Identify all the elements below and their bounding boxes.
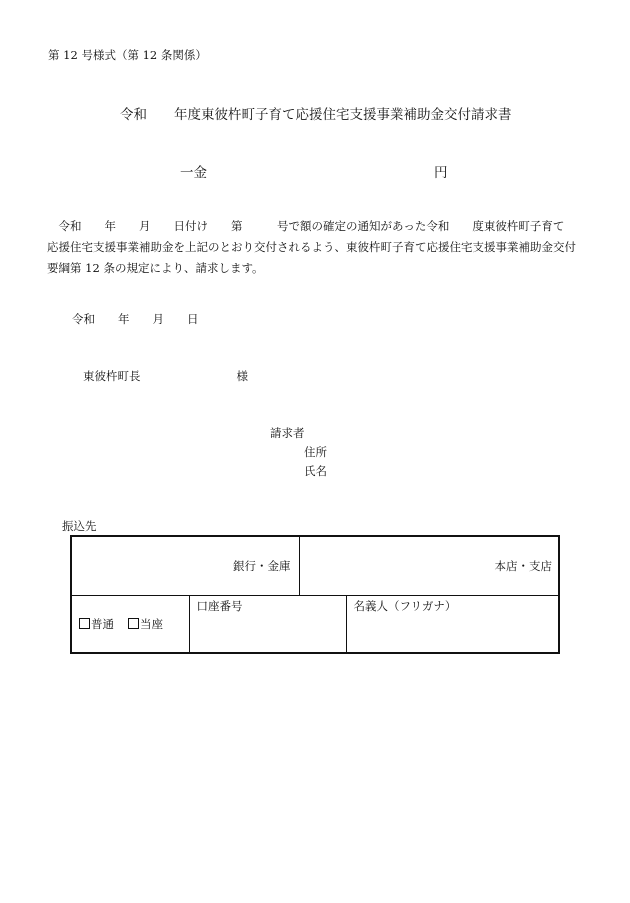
- current-label: 当座: [140, 617, 163, 631]
- account-holder-label: 名義人（フリガナ）: [353, 599, 457, 613]
- request-body-text: [47, 216, 592, 279]
- branch-label: 本店・支店: [494, 559, 552, 573]
- account-number-cell[interactable]: [189, 596, 346, 654]
- amount-prefix: 一金: [180, 165, 207, 181]
- amount-unit: 円: [434, 165, 448, 181]
- addressee: [83, 368, 248, 384]
- bank-label: 銀行・金庫: [233, 559, 291, 573]
- account-type-cell: [71, 596, 189, 654]
- ordinary-label: 普通: [91, 617, 114, 631]
- branch-cell[interactable]: [299, 536, 559, 596]
- account-number-label: 口座番号: [196, 599, 243, 613]
- claimant-heading: 請求者: [270, 426, 305, 440]
- addressee-name: 東彼杵町長: [83, 369, 141, 383]
- form-number: 第 12 号様式（第 12 条関係）: [48, 48, 207, 62]
- transfer-destination-label: 振込先: [62, 519, 97, 533]
- body-line: 令和 年 月 日付け 第 号で額の確定の通知があった令和 度東彼杵町子育て: [47, 219, 565, 233]
- document-title: 令和 年度東彼杵町子育て応援住宅支援事業補助金交付請求書: [120, 107, 512, 123]
- date-line: 令和 年 月 日: [72, 312, 199, 326]
- current-checkbox[interactable]: [128, 618, 139, 629]
- claimant-address-label: 住所: [304, 445, 327, 459]
- addressee-honorific: 様: [236, 369, 248, 383]
- bank-name-cell[interactable]: [71, 536, 299, 596]
- body-line: 要綱第 12 条の規定により、請求します。: [47, 261, 264, 275]
- body-line: 応援住宅支援事業補助金を上記のとおり交付されるよう、東彼杵町子育て応援住宅支援事業補助金交付: [47, 240, 576, 254]
- ordinary-checkbox[interactable]: [79, 618, 90, 629]
- claimant-name-label: 氏名: [304, 464, 327, 478]
- bank-account-table: [70, 535, 560, 654]
- account-holder-cell[interactable]: [346, 596, 559, 654]
